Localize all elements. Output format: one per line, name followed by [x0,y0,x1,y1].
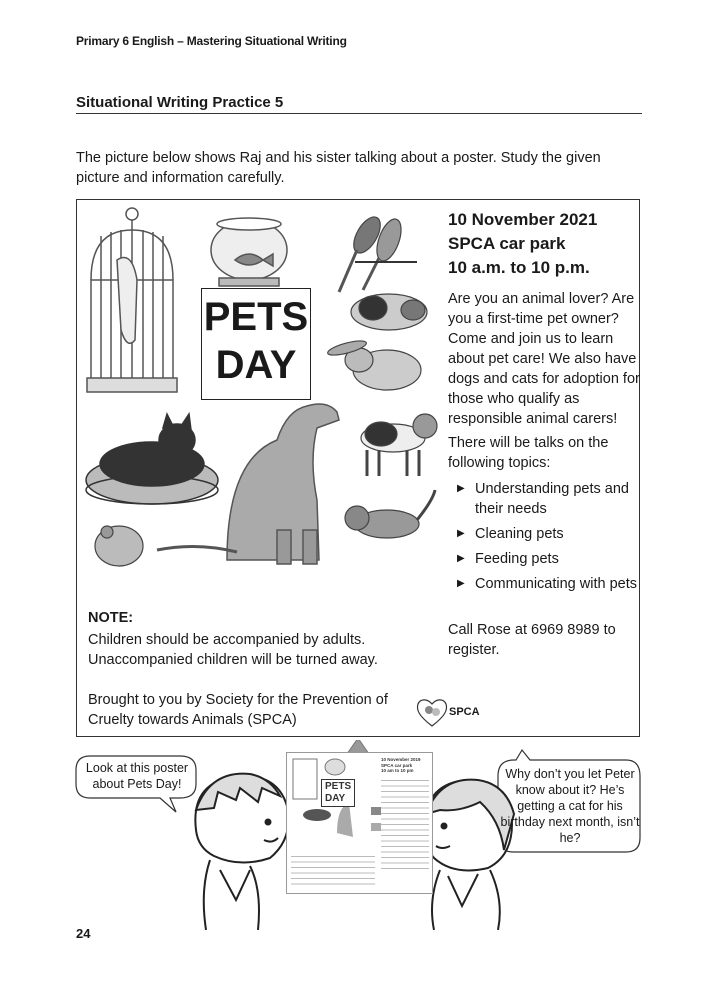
sister-speech: Why don’t you let Peter know about it? He’s getting a cat for his birthday next month, isn’t he? [500,767,640,845]
registration-call: Call Rose at 6969 8989 to register. [448,622,616,658]
raj-speech: Look at this poster about Pets Day! [85,761,189,791]
mini-note-lines [291,853,375,885]
section-title: Situational Writing Practice 5 [76,94,284,111]
list-item [457,479,647,519]
mini-text-lines [381,777,429,873]
mini-date: 10 November 2019 [381,757,421,762]
headline-line1: PETS [203,295,309,339]
triangle-bullet-icon: ▶ [457,528,465,539]
triangle-bullet-icon: ▶ [457,578,465,589]
mini-headline-line2: DAY [325,793,346,804]
mini-venue: SPCA car park [381,762,413,768]
title-divider [76,113,642,114]
boy-raj [195,774,288,930]
cat-in-basket-icon [86,414,218,504]
heart-logo-icon [415,696,449,728]
mini-time: 10 am to 10 pm [381,768,414,773]
kitten-icon [345,490,435,538]
talks-lead: There will be talks on the following topics: [448,435,609,471]
mini-poster [286,752,433,894]
event-time: 10 a.m. to 10 p.m. [448,258,590,277]
page-number: 24 [76,926,91,941]
event-date: 10 November 2021 [448,210,598,229]
topics-list [457,479,647,599]
fishbowl-icon [211,218,287,286]
list-item [457,574,647,594]
list-item [457,549,647,569]
headline-line2: DAY [215,343,297,387]
event-description: Are you an animal lover? Are you a first-time pet owner? Come and join us to learn about pet care! We also have dogs and cats for adoption for those who qualify as responsible animal carers! [448,291,640,427]
topic-label: Communicating with pets [475,576,637,592]
beagle-icon [361,414,437,476]
running-header: Primary 6 English – Mastering Situational Writing [76,34,347,48]
topic-label: Cleaning pets [475,526,564,542]
list-item [457,524,647,544]
note-text: Children should be accompanied by adults. Unaccompanied children will be turned away. [88,632,378,668]
intro-paragraph: The picture below shows Raj and his sister talking about a poster. Study the given picture and information carefully. [76,150,601,186]
topic-label: Feeding pets [475,551,559,567]
triangle-bullet-icon: ▶ [457,483,465,494]
pets-day-headline [201,288,311,400]
spca-logo [415,696,485,728]
rabbit-icon [326,338,421,390]
organiser-credit: Brought to you by Society for the Prevention of Cruelty towards Animals (SPCA) [88,692,388,728]
triangle-bullet-icon: ▶ [457,553,465,564]
birdcage-icon [87,208,177,392]
guinea-pig-icon [351,294,427,330]
birds-icon [339,213,417,292]
event-details [448,208,638,280]
topic-label: Understanding pets and their needs [475,481,629,517]
logo-text: SPCA [449,706,480,718]
mini-headline-line1: PETS [325,781,352,792]
note-heading: NOTE: [88,610,134,626]
hamster-icon [95,526,143,566]
mini-event-details [381,757,431,774]
event-venue: SPCA car park [448,234,566,253]
mini-headline [321,779,355,807]
pets-day-poster [76,199,640,737]
